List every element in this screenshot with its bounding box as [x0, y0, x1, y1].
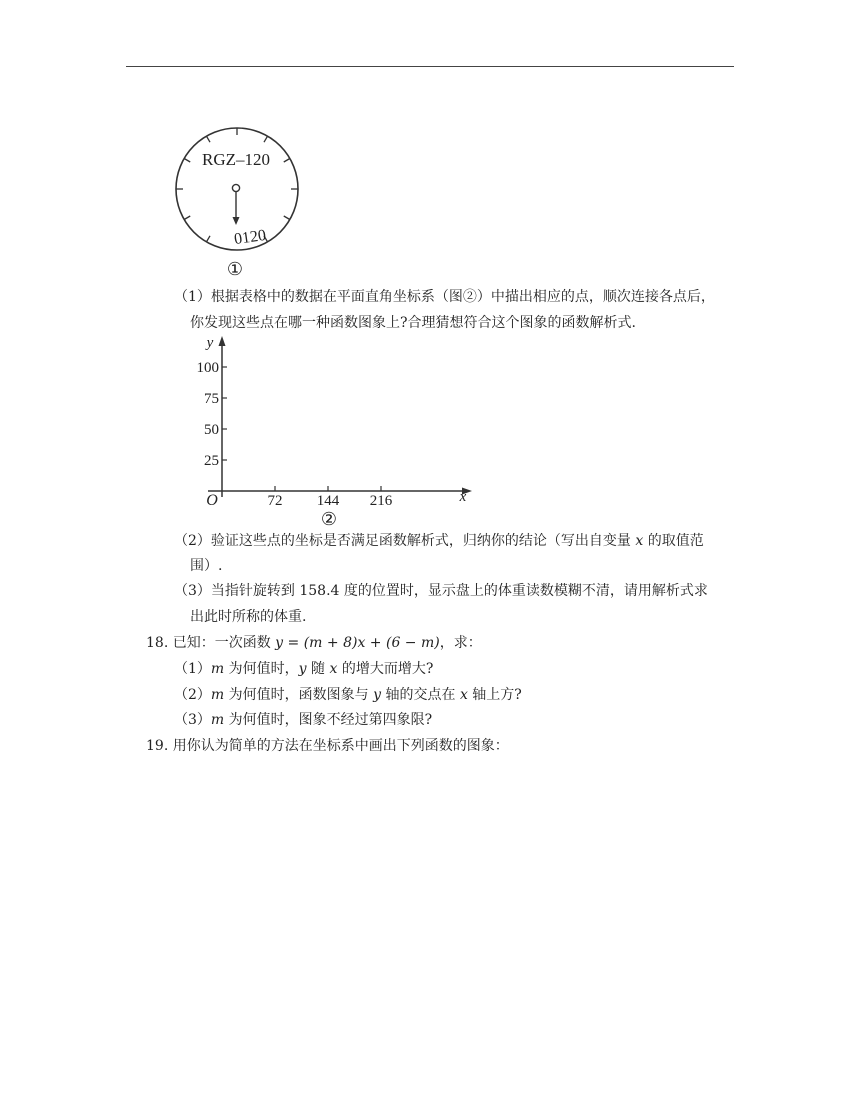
dial-tick: [207, 236, 211, 242]
dial-tick: [184, 216, 190, 220]
dial-tick: [184, 159, 190, 163]
header-rule: [126, 66, 734, 67]
y-tick-label: 25: [204, 453, 219, 469]
q17-part1-line1: （1）根据表格中的数据在平面直角坐标系（图②）中描出相应的点，顺次连接各点后，: [174, 289, 715, 305]
scale-dial-figure: [170, 125, 310, 280]
q18-part1: （1）m 为何值时，y 随 x 的增大而增大?: [174, 661, 434, 677]
q17-part3-line2: 出此时所称的体重.: [190, 609, 307, 625]
dial-model-label: RGZ–120: [202, 150, 270, 169]
q19-stem: 19. 用你认为简单的方法在坐标系中画出下列函数的图象：: [146, 738, 509, 754]
q17-part2-line2: 围）.: [190, 558, 223, 574]
x-tick-label: 216: [369, 493, 393, 509]
coordinate-system-figure: [190, 333, 480, 529]
figure1-caption: ①: [226, 259, 244, 279]
dial-needle-tip: [233, 217, 240, 225]
figure2-caption: ②: [320, 509, 338, 529]
dial-tick: [264, 136, 268, 142]
y-axis-label: y: [206, 335, 214, 351]
q18-part3: （3）m 为何值时，图象不经过第四象限?: [174, 712, 433, 728]
x-ticks: [268, 486, 393, 509]
x-axis-label: x: [459, 489, 467, 505]
y-tick-label: 50: [204, 422, 219, 438]
q17-part1-line2: 你发现这些点在哪一种函数图象上?合理猜想符合这个图象的函数解析式.: [190, 315, 636, 331]
var-x: x: [635, 533, 644, 549]
x-tick-label: 144: [316, 493, 340, 509]
y-tick-label: 75: [204, 391, 219, 407]
y-tick-label: 100: [196, 360, 219, 376]
q17-part2-line1: （2）验证这些点的坐标是否满足函数解析式，归纳你的结论（写出自变量 x 的取值范: [174, 533, 704, 549]
x-tick-label: 72: [267, 493, 283, 509]
y-axis-arrow: [219, 336, 226, 346]
dial-reading: 0120: [233, 226, 268, 249]
dial-tick: [284, 159, 290, 163]
dial-tick: [284, 216, 290, 220]
q17-part3-line1: （3）当指针旋转到 158.4 度的位置时，显示盘上的体重读数模糊不清，请用解析式求: [174, 583, 708, 599]
q18-part2: （2）m 为何值时，函数图象与 y 轴的交点在 x 轴上方?: [174, 687, 522, 703]
q18-stem: 18. 已知：一次函数 y = (m + 8)x + (6 − m)，求：: [146, 635, 482, 651]
dial-pivot: [232, 184, 239, 191]
q18-formula: y = (m + 8)x + (6 − m): [275, 635, 440, 651]
dial-tick: [207, 136, 211, 142]
origin-label: O: [206, 492, 218, 509]
